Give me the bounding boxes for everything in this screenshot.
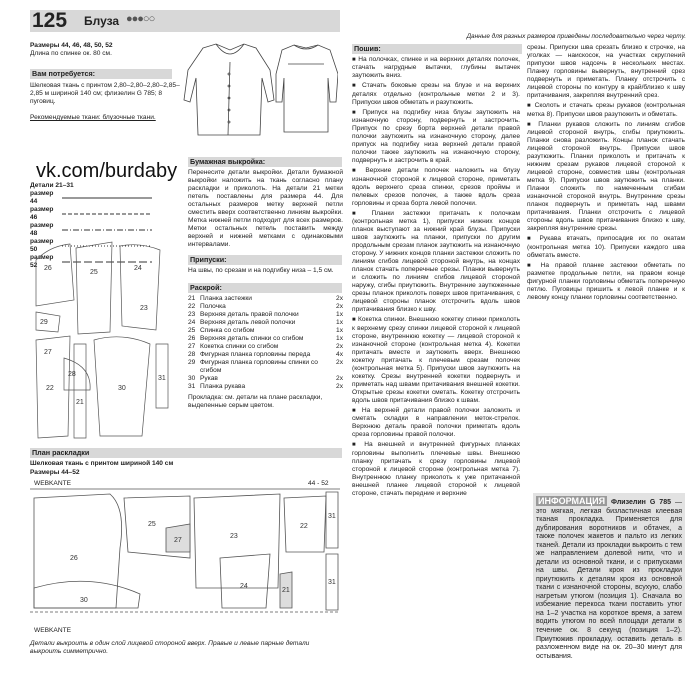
materials-title: Вам потребуется: xyxy=(30,69,172,79)
allowances-text: На швы, по срезам и на подгибку низа – 1,5 см. xyxy=(188,267,334,274)
part-row: 26 Верхняя деталь спинки со сгибом 1x xyxy=(188,335,343,343)
part-row: 28 Фигурная планка горловины переда 4x xyxy=(188,351,343,359)
cutting-title: Раскрой: xyxy=(188,283,342,293)
fabrics-recommendation: Рекомендуемые ткани: блузочные ткани. xyxy=(30,114,156,122)
sewing-step: ■ Планки рукавов сложить по линиям сгибов лицевой стороной внутрь, сгибы приутюжить. Планки снова разложить. Концы планок стачать лицевой стороной внутрь. Припуски швов разутюжить. Планки приколоть и притачать к нижним срезам рукавов лицевой стороной к лицевой стороне, совместив швы (контрольная метка 9). Припуски швов заутюжить на планки. Планки сложить по намеченным сгибам изнаночной стороной внутрь. Внутренние срезы планок подвернуть и приметать над швами притачивания. Планки отстрочить с лицевой стороны вдоль швов притачивания близко к шву, закрепляя внутренние срезы. xyxy=(527,121,685,234)
part-row: 23 Верхняя деталь правой полочки 1x xyxy=(188,311,343,319)
layout-label: 25 xyxy=(148,521,156,528)
sewing-step: ■ Планки застежки притачать к полочкам (контрольная метка 1), припуски нижних концов планок выступают за нижний край блузы. Припуски швов заутюжить на планки, припуски по другим продольным срезам планок заутюжить на изнаночную сторону. У нижних концов планки застежки сложить по линиям сгибов лицевой стороной внутрь, на концах планок стачать поперечные срезы. Планки вывернуть и сложить по линиям сгибов лицевой стороной наружу, сгибы приутюжить. Внутренние заутюженные срезы планок приколоть поверх швов притачивания, с лицевой стороны планок отстрочить вдоль швов притачивания близко к шву. xyxy=(352,210,520,315)
sewing-step: ■ Рукава втачать, припосадив их по окатам (контрольная метка 10). Припуски каждого шва обметать вместе. xyxy=(527,235,685,259)
sewing-step: срезы. Припуски шва срезать близко к строчке, на уголках — наискосок, на участках скруглений припуски швов надсечь в нескольких местах. Планку горловины вывернуть, внутренний срез подвернуть и приметать. Планку отстрочить с лицевой стороны по контуру в край/близко к шву притачивания, закрепляя внутренний срез. xyxy=(527,44,685,100)
layout-piece-23 xyxy=(194,494,280,588)
model-number: 125 xyxy=(32,9,68,32)
sewing-step: ■ Верхние детали полочек наложить на блузу изнаночной стороной к лицевой стороне, приметать вдоль верхнего среза спинки, срезов проймы и пелевых срезов полочек, а также вдоль среза горловины и среза борта левой полочки. xyxy=(352,167,520,207)
cutting-footnote: Прокладка: см. детали на плане раскладки, выделенные серым цветом. xyxy=(188,394,323,410)
part-row: 25 Спинка со сгибом 1x xyxy=(188,327,343,335)
layout-subtitle: Шелковая ткань с принтом шириной 140 см xyxy=(30,460,174,467)
selvage-label-bottom: WEBKANTE xyxy=(34,627,72,634)
layout-label: 31 xyxy=(328,513,336,520)
legend-size: размер 48 xyxy=(30,222,54,238)
legend-size: размер 52 xyxy=(30,254,54,270)
piece-24 xyxy=(120,245,160,330)
sizes-block xyxy=(30,42,170,58)
piece-label: 24 xyxy=(134,265,142,272)
paper-pattern-title: Бумажная выкройка: xyxy=(188,157,342,167)
layout-plan xyxy=(30,488,340,628)
layout-caption: Детали выкроить в один слой лицевой стороной вверх. Правые и левые парные детали выкроить симметрично. xyxy=(30,640,310,656)
info-product: Флизелин G 785 xyxy=(611,499,671,506)
legend-size: размер 50 xyxy=(30,238,54,254)
layout-sizes: Размеры 44–52 xyxy=(30,469,80,476)
piece-label: 23 xyxy=(140,305,148,312)
layout-label: 30 xyxy=(80,597,88,604)
piece-label: 26 xyxy=(44,265,52,272)
sewing-step: ■ Сколоть и стачать срезы рукавов (контрольная метка 8). Припуски швов разутюжить и обметать. xyxy=(527,102,685,118)
piece-label: 31 xyxy=(158,375,166,382)
piece-label: 21 xyxy=(76,399,84,406)
sewing-step: ■ На верхней детали правой полочки заложить и сметать складки в направлении меток-стрелок. Верхнюю деталь правой полочки приметать вдоль среза горловины правой полочки. xyxy=(352,407,520,439)
selvage-label-top: WEBKANTE xyxy=(34,480,72,487)
watermark: vk.com/burdaby xyxy=(36,160,178,182)
sewing-step: ■ На полочках, спинке и на верхних деталях полочек, стачать нагрудные вытачки, глубины вытачек заутюжить вниз. xyxy=(352,56,520,80)
part-row: 27 Кокетка спинки со сгибом 2x xyxy=(188,343,343,351)
legend-size: размер 46 xyxy=(30,206,54,222)
layout-label: 26 xyxy=(70,555,78,562)
part-row: 31 Планка рукава 2x xyxy=(188,383,343,391)
piece-label: 29 xyxy=(40,319,48,326)
page-header xyxy=(30,10,340,32)
materials-text: Шелковая ткань с принтом 2,80–2,80–2,80–2,85–2,85 м шириной 140 см; флизелин G 785; 8 пуговиц. Рекомендуемые ткани: блузочные ткани. xyxy=(30,82,180,122)
info-text: — это мягкая, легкая бизластичная клеевая тканая прокладка. Применяется для дублирования воротников и обтачек, а также полочек жакетов и пальто из легких тканей. Детали из прокладки выкроить с тем же направлением долевой нити, что и детали из основной ткани, и с припусками на швы. Детали кроя из прокладки приутюжить к деталям кроя из основной ткани с изнаночной стороны, всухую, слабо нагретым утюгом (позиция 1). Сначала во избежание перекоса ткани поставить утюг на 1–2 участка на короткое время, а затем водить утюгом по всей площади детали в течение ок. 8 секунд (позиция 1–2). Приутюжив прокладку, оставить деталь в разложенном виде на ок. 20–30 минут для остывания. xyxy=(536,499,682,660)
info-box xyxy=(533,493,685,660)
sewing-step: ■ На правой планке застежки обметать по разметке продольные петли, на правом конце фигурной планки горловины обметать поперечную петлю. Пуговицы пришить к левой планке и к левому концу планки горловины соответственно. xyxy=(527,262,685,302)
info-title: ИНФОРМАЦИЯ xyxy=(538,496,606,506)
blouse-sketch xyxy=(178,40,338,150)
part-row: 29 Фигурная планка горловины спинки со сгибом 2x xyxy=(188,359,343,375)
sewing-col-2 xyxy=(527,44,685,304)
length-line: Длина по спинке ок. 80 см. xyxy=(30,50,112,58)
piece-label: 28 xyxy=(68,371,76,378)
layout-label: 27 xyxy=(174,537,182,544)
model-title: Блуза xyxy=(84,14,120,28)
layout-label: 21 xyxy=(282,587,290,594)
piece-25 xyxy=(76,242,112,334)
sizes-line: Размеры 44, 46, 48, 50, 52 xyxy=(30,42,113,49)
layout-piece-24 xyxy=(220,554,270,608)
sewing-step: ■ Кокетка спинки. Внешнюю кокетку спинки приколоть к верхнему срезу спинки лицевой стороной к лицевой стороне, внутреннюю кокетку — лицевой стороной к изнаночной стороне (контрольная метка 4). Кокетки притачать вместе и заутюжить вверх. Внешнюю кокетку притачать к плечевым срезам полочек (контрольная метка 5). Припуски швов заутюжить на кокетку. Срезы внутренней кокетки подвернуть и приметать над швами притачивания внешней кокетки. Открытые срезы кокетки сметать. Кокетку отстрочить вдоль швов притачивания близко к швам. xyxy=(352,316,520,405)
sewing-step: ■ Стачать боковые срезы на блузе и на верхних деталях отдельно (контрольные метки 2 и 3). Припуски швов обметать и разутюжить. xyxy=(352,82,520,106)
layout-piece-26 xyxy=(34,494,122,608)
part-row: 30 Рукав 2x xyxy=(188,375,343,383)
legend-size: размер 44 xyxy=(30,190,54,206)
layout-label: 23 xyxy=(230,533,238,540)
blouse-back-outline xyxy=(276,45,338,132)
layout-size-range: 44 - 52 xyxy=(308,480,329,487)
piece-label: 25 xyxy=(90,269,98,276)
layout-title: План раскладки xyxy=(30,448,342,458)
sewing-title: Пошив: xyxy=(352,44,522,54)
sewing-step: ■ На внешней и внутренней фигурных планках горловины выполнить плечевые швы. Внешнюю планку притачать к срезу горловины лицевой стороной к лицевой стороне (контрольная метка 7). Внутреннюю планку приколоть к уже притачанной внешней планке лицевой стороной к лицевой стороне, стачать передние и верхние xyxy=(352,441,520,498)
piece-21 xyxy=(74,344,86,438)
legend-title: Детали 21–31 xyxy=(30,182,74,189)
layout-piece-31a xyxy=(326,492,338,548)
pattern-pieces xyxy=(30,240,185,445)
piece-26 xyxy=(36,244,74,306)
sewing-col-1 xyxy=(352,56,520,500)
sewing-step: ■ Припуск на подгибку низа блузы заутюжить на изнаночную сторону, подвернуть и застрочить. Припуск по срезу борта верхней детали правой полочки заутюжить на изнаночную сторону, далее припуск на подгибку низа верхней детали правой полочки также заутюжить на изнаночную сторону, подвернуть и застрочить в край. xyxy=(352,109,520,166)
paper-pattern-text: Перенесите детали выкройки. Детали бумажной выкройки наложить на ткань согласно плану раскладки и приколоть. На детали 21 метки петель поставлены для размера 44. Для остальных размеров метку верхней петли сместить вверх соответственно линиям выкройки. Метка нижней петли подходит для всех размеров. Метки остальных петель поставить между верхней и нижней метками с одинаковыми интервалами. xyxy=(188,169,343,249)
cutting-list xyxy=(188,295,343,410)
part-row: 21 Планка застежки 2x xyxy=(188,295,343,302)
layout-label: 24 xyxy=(240,583,248,590)
allowances-title: Припуски: xyxy=(188,255,342,265)
size-note: Данные для разных размеров приведены последовательно через черту. xyxy=(466,33,686,40)
part-row: 24 Верхняя деталь левой полочки 1x xyxy=(188,319,343,327)
layout-label: 22 xyxy=(300,523,308,530)
layout-label: 31 xyxy=(328,579,336,586)
part-row: 22 Полочка 2x xyxy=(188,303,343,311)
piece-label: 27 xyxy=(44,349,52,356)
piece-label: 30 xyxy=(118,385,126,392)
piece-label: 22 xyxy=(46,385,54,392)
difficulty-dots: ●●●○○ xyxy=(126,13,155,25)
